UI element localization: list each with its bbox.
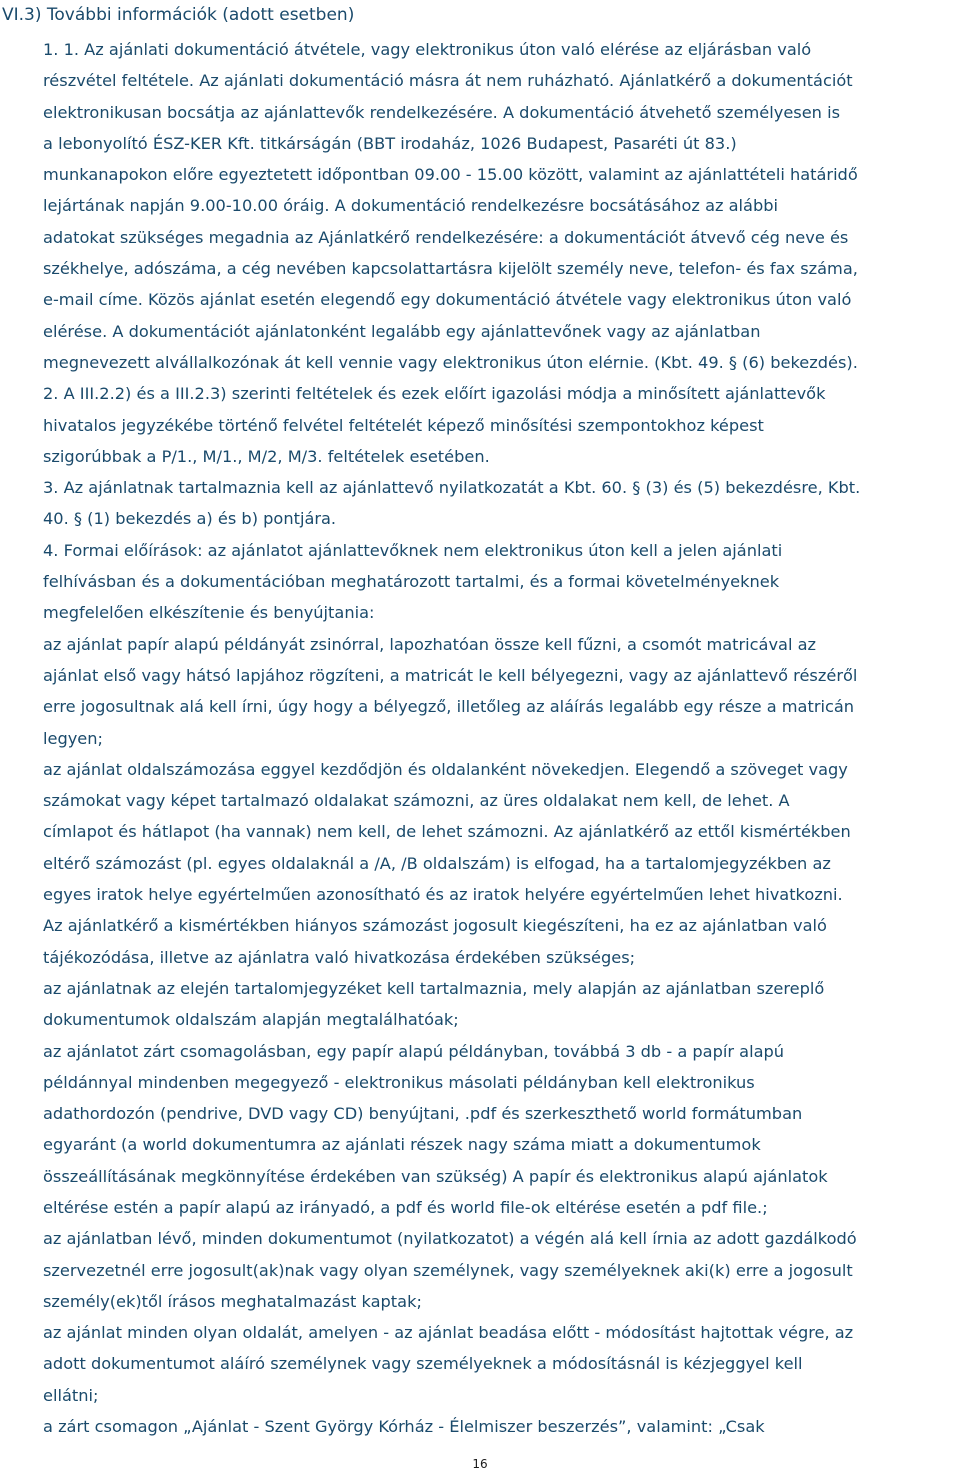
text-line: eltérése estén a papír alapú az irányadó, a pdf és world file-ok eltérése esetén a pdf file.; bbox=[43, 1197, 768, 1217]
page-number: 16 bbox=[472, 1457, 488, 1471]
text-line: eltérő számozást (pl. egyes oldalaknál a /A, /B oldalszám) is elfogad, ha a tartalomjegyzékben az bbox=[43, 853, 831, 873]
text-line: 3. Az ajánlatnak tartalmaznia kell az ajánlattevő nyilatkozatát a Kbt. 60. § (3) és (5) bekezdésre, Kbt. bbox=[43, 478, 861, 498]
text-line: az ajánlatnak az elején tartalomjegyzéket kell tartalmaznia, mely alapján az ajánlatban szereplő bbox=[43, 978, 825, 998]
text-line: hivatalos jegyzékébe történő felvétel feltételét képező minősítési szempontokhoz képest bbox=[43, 415, 764, 435]
body-text bbox=[43, 34, 943, 1442]
text-line: adatokat szükséges megadnia az Ajánlatkérő rendelkezésére: a dokumentációt átvevő cég neve és bbox=[43, 227, 849, 247]
text-line: 40. § (1) bekezdés a) és b) pontjára. bbox=[43, 509, 337, 529]
text-line: 4. Formai előírások: az ajánlatot ajánlattevőknek nem elektronikus úton kell a jelen ajánlati bbox=[43, 540, 783, 560]
text-line: munkanapokon előre egyeztetett időpontban 09.00 - 15.00 között, valamint az ajánlattételi határidő bbox=[43, 165, 858, 185]
text-line: egyaránt (a world dokumentumra az ajánlati részek nagy száma miatt a dokumentumok bbox=[43, 1135, 761, 1155]
text-line: erre jogosultnak alá kell írni, úgy hogy a bélyegző, illetőleg az aláírás legalább egy része a matricán bbox=[43, 697, 855, 717]
text-line: szervezetnél erre jogosult(ak)nak vagy olyan személynek, vagy személyeknek aki(k) erre a jogosult bbox=[43, 1260, 853, 1280]
text-line: az ajánlatban lévő, minden dokumentumot (nyilatkozatot) a végén alá kell írnia az adott gazdálkodó bbox=[43, 1229, 857, 1249]
text-line: megnevezett alvállalkozónak át kell vennie vagy elektronikus úton elérnie. (Kbt. 49. § (6) bekezdés). bbox=[43, 352, 858, 372]
text-line: egyes iratok helye egyértelműen azonosítható és az iratok helyére egyértelműen lehet hivatkozni. bbox=[43, 885, 843, 905]
text-line: személy(ek)től írásos meghatalmazást kaptak; bbox=[43, 1291, 422, 1311]
text-line: Az ajánlatkérő a kismértékben hiányos számozást jogosult kiegészíteni, ha ez az ajánlatban való bbox=[43, 916, 827, 936]
text-line: 1. 1. Az ajánlati dokumentáció átvétele, vagy elektronikus úton való elérése az eljárásban való bbox=[43, 40, 812, 59]
text-line: példánnyal mindenben megegyező - elektronikus másolati példányban kell elektronikus bbox=[43, 1072, 755, 1092]
text-line: adott dokumentumot aláíró személynek vagy személyeknek a módosításnál is kézjeggyel kell bbox=[43, 1354, 803, 1374]
text-line: adathordozón (pendrive, DVD vagy CD) benyújtani, .pdf és szerkeszthető world formátumban bbox=[43, 1104, 803, 1124]
text-line: székhelye, adószáma, a cég nevében kapcsolattartásra kijelölt személy neve, telefon- és fax száma, bbox=[43, 259, 858, 279]
text-line: szigorúbbak a P/1., M/1., M/2, M/3. feltételek esetében. bbox=[43, 446, 490, 466]
text-line: az ajánlat minden olyan oldalát, amelyen - az ajánlat beadása előtt - módosítást hajtottak végre, az bbox=[43, 1323, 854, 1343]
text-line: dokumentumok oldalszám alapján megtalálhatóak; bbox=[43, 1010, 459, 1030]
text-line: legyen; bbox=[43, 728, 103, 748]
text-line: elektronikusan bocsátja az ajánlattevők rendelkezésére. A dokumentáció átvehető személyesen is bbox=[43, 102, 841, 122]
text-line: e-mail címe. Közös ajánlat esetén elegendő egy dokumentáció átvétele vagy elektronikus úton való bbox=[43, 290, 852, 310]
text-line: 2. A III.2.2) és a III.2.3) szerinti feltételek és ezek előírt igazolási módja a minősített ajánlattevők bbox=[43, 384, 826, 404]
text-line: az ajánlatot zárt csomagolásban, egy papír alapú példányban, továbbá 3 db - a papír alapú bbox=[43, 1041, 785, 1061]
text-line: felhívásban és a dokumentációban meghatározott tartalmi, és a formai követelményeknek bbox=[43, 572, 780, 592]
text-line: megfelelően elkészítenie és benyújtania: bbox=[43, 603, 375, 623]
text-line: a lebonyolító ÉSZ-KER Kft. titkárságán (BBT irodaház, 1026 Budapest, Pasaréti út 83.) bbox=[43, 133, 737, 153]
text-line: tájékozódása, illetve az ajánlatra való hivatkozása érdekében szükséges; bbox=[43, 947, 636, 967]
section-heading: VI.3) További információk (adott esetben) bbox=[2, 5, 355, 25]
text-line: az ajánlat oldalszámozása eggyel kezdődjön és oldalanként növekedjen. Elegendő a szöveget vagy bbox=[43, 759, 848, 779]
text-line: elérése. A dokumentációt ajánlatonként legalább egy ajánlattevőnek vagy az ajánlatban bbox=[43, 321, 761, 341]
text-line: címlapot és hátlapot (ha vannak) nem kell, de lehet számozni. Az ajánlatkérő az ettől kismértékben bbox=[43, 822, 851, 842]
text-line: a zárt csomagon „Ajánlat - Szent György Kórház - Élelmiszer beszerzés”, valamint: „Csak bbox=[43, 1417, 765, 1437]
text-line: lejártának napján 9.00-10.00 óráig. A dokumentáció rendelkezésre bocsátásához az alábbi bbox=[43, 196, 779, 216]
text-line: az ajánlat papír alapú példányát zsinórral, lapozhatóan össze kell fűzni, a csomót matricával az bbox=[43, 634, 817, 654]
text-line: ellátni; bbox=[43, 1385, 99, 1405]
text-line: összeállításának megkönnyítése érdekében van szükség) A papír és elektronikus alapú ajánlatok bbox=[43, 1166, 828, 1186]
text-line: ajánlat első vagy hátsó lapjához rögzíteni, a matricát le kell bélyegezni, vagy az ajánlattevő részéről bbox=[43, 665, 858, 685]
text-line: számokat vagy képet tartalmazó oldalakat számozni, az üres oldalakat nem kell, de lehet. A bbox=[43, 791, 790, 811]
text-line: részvétel feltétele. Az ajánlati dokumentáció másra át nem ruházható. Ajánlatkérő a dokumentációt bbox=[43, 71, 853, 91]
